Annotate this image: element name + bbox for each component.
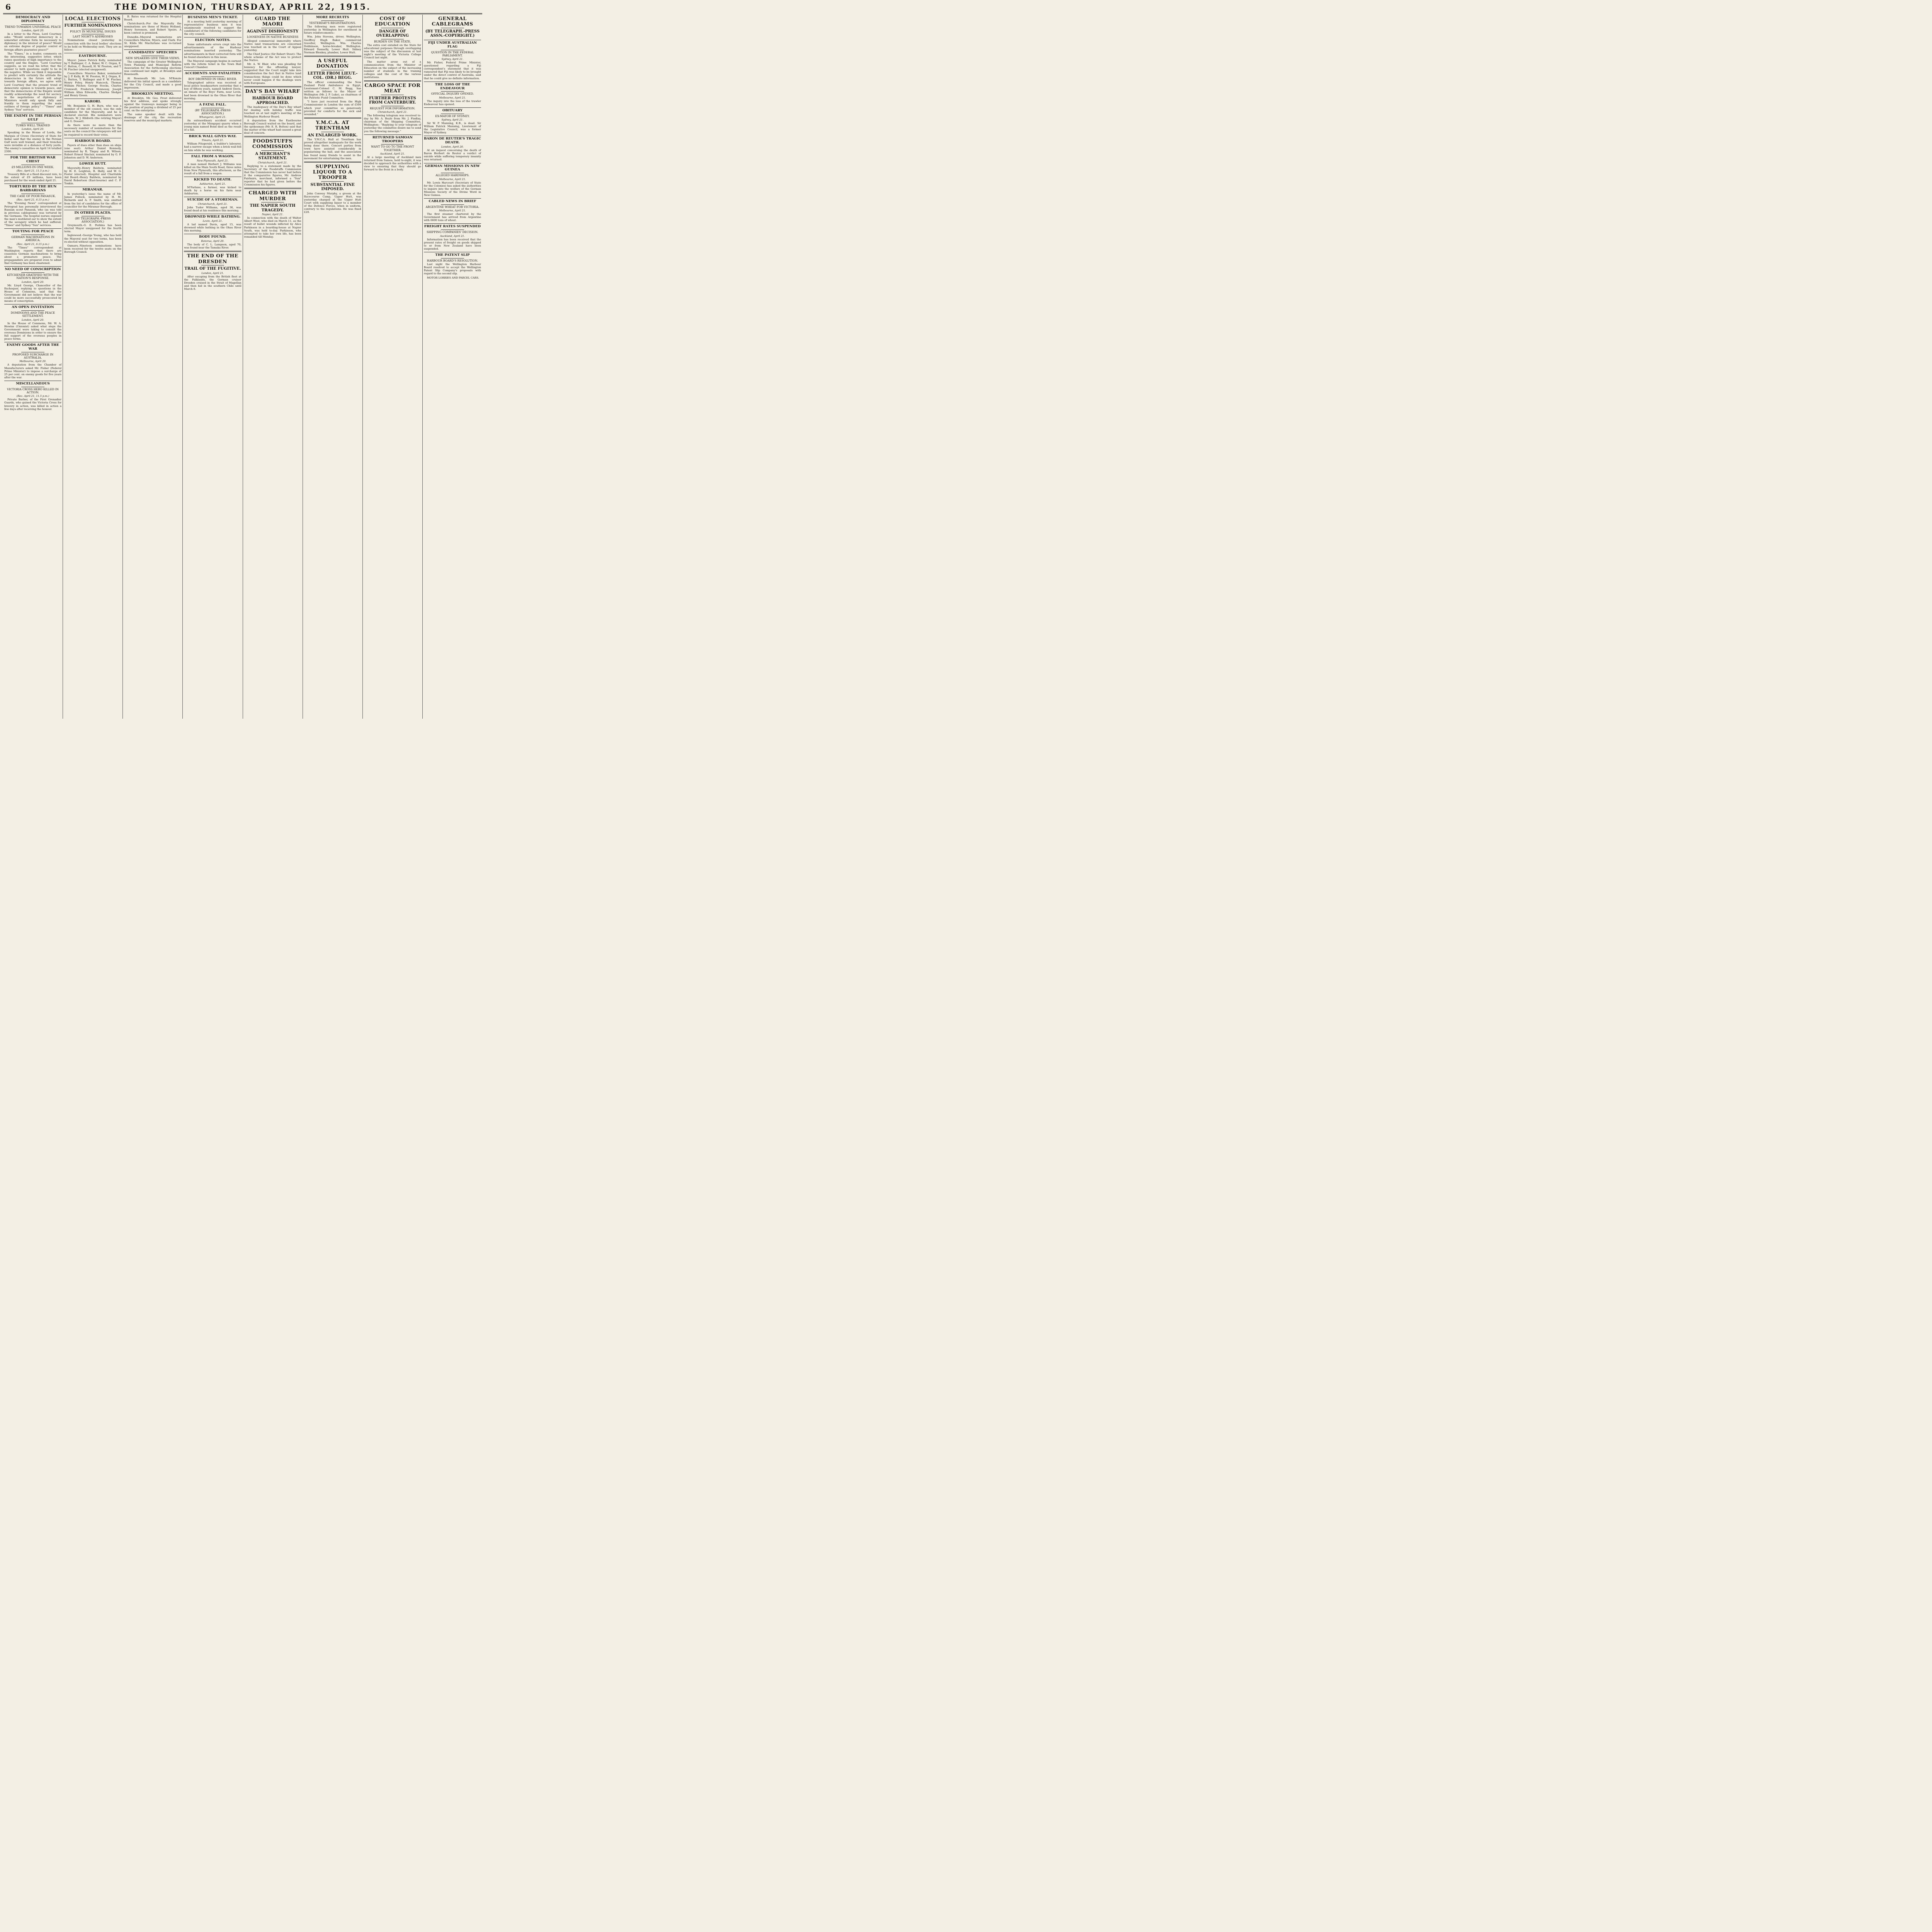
article-paragraph: A man named Herbert J. Williams was killed on the Main South Road, three miles from New Plymouth, this afternoon, as the result of a fall from a wagon. (184, 162, 242, 175)
article (424, 223, 481, 250)
article-paragraph: John Tudor Williams, aged 36, was found dead at his residence this morning. (184, 206, 242, 213)
article-subheading: FURTHER NOMINATIONS (64, 24, 121, 28)
article-subheading: EX-MAYOR OF SYDNEY. (435, 114, 470, 118)
article-paragraph: The body of C. L. Lampson, aged 70, was found near the Tamaka River. (184, 243, 242, 250)
article-subheading: £9 MILLIONS IN ONE WEEK. (12, 165, 54, 169)
article (124, 49, 181, 89)
dateline: Auckland, April 21. (440, 234, 465, 238)
article-paragraph: Information has been received that the present rates of freight on goods shipped to or from New Zealand have been suspended. (423, 238, 481, 250)
article-paragraph: The first steamer chartered by the Government has arrived from Argentine with 6600 tons of wheat. (423, 213, 481, 222)
divider (304, 56, 361, 57)
dateline: London, April 20. (441, 145, 464, 149)
article (4, 228, 61, 265)
article-paragraph: An extraordinary accident occurred yesterday at the Mangapai quarry when a young man named Bond died as the result of a fall. (184, 119, 242, 132)
dateline: (Rec. April 21, 6.15 p.m.) (16, 198, 49, 202)
article-headline: KARORI. (84, 99, 101, 104)
article-paragraph: M'Farlane, a farmer, was kicked to death by a horse on his farm near Ashburton. (184, 185, 242, 195)
subhead-rule (441, 91, 464, 92)
divider (184, 133, 241, 134)
subhead-rule (261, 150, 284, 151)
article (4, 113, 61, 153)
dateline: (Rec. April 21, 11.5 p.m.) (16, 169, 49, 173)
article-paragraph: The same speaker dealt with the drainage of the city, the recreation reserves and the municipal markets. (124, 113, 182, 122)
article (184, 16, 241, 36)
subhead-rule (21, 24, 44, 25)
article-paragraph: William Fitzgerald, a builder's labourer, had a narrow escape when a brick wall fell on him while he was working. (184, 142, 242, 152)
article-subheading: (BY TELEGRAPH.-PRESS ASSOCIATION.) (75, 216, 111, 223)
article (184, 214, 241, 232)
article-paragraph: John Conway Murphy, a groom at the Racecourse Camp, Upper Hutt, was yesterday charged at the Upper Hutt Court with supplying liquor to a member of the Defence Forces, when in uniform, contrary to the regulations. He was fined £20. (304, 192, 361, 214)
article-paragraph: Mr. Benjamin G. H. Burn, who was a member of the old council, was the only candidate for the Mayoralty, and he is declared elected. His nominators were Messrs. W. J. Hildreth (the retiring Mayor) and G. Dossett. (64, 104, 122, 123)
article-paragraph: Last night the Wellington Harbour Board resolved to accept the Wellington Patent Slip Company's proposals with regard to the second slip. (423, 263, 481, 276)
article-paragraph: The Mayoral campaign begins in earnest with the reform ticket in the Town Hall Concert Chamber. (184, 59, 242, 69)
dateline: Auckland, April 21. (380, 152, 405, 155)
column-1 (3, 15, 63, 719)
article-headline: A FATAL FALL. (199, 102, 226, 107)
article-subheading: OFFICIAL INQUIRY OPENED. (431, 92, 474, 96)
article-subheading: THE CASE OF POOR PANASUK. (10, 194, 56, 198)
article-headline: THE END OF THE DRESDEN (187, 253, 238, 264)
article-subheading: ARGENTINE WHEAT FOR VICTORIA. (425, 205, 480, 209)
divider (124, 49, 181, 50)
article-paragraph: B. Bates was returned for the Hospital Board. (124, 15, 182, 22)
article (64, 53, 121, 97)
article (424, 252, 481, 279)
article (4, 184, 61, 227)
article-subheading: LOOSENESS IN NATIVE BUSINESS (247, 35, 299, 39)
article-paragraph: Mr. Lewis Harcourt (Secretary of State for the Colonies) has asked the authorities to inquire into the welfare of the German Missions Society of the Divine Word in New Guinea. (423, 181, 481, 197)
article-paragraph: The campaign of the Greater Wellington Town Planning and Municipal Reform Association for the forthcoming elections was continued last night, at Brooklyn and Roseneath. (124, 60, 182, 76)
article (64, 210, 121, 253)
column-2 (63, 15, 123, 719)
divider (4, 266, 61, 267)
article-paragraph: Telegraphed advice was received at local police headquarters yesterday that a boy of fifteen years, named Andrew Davis, an inmate of the Boys' Farm, near Levin, had been drowned in the Ohau River that morning. (184, 81, 242, 100)
article-paragraph: The Y.M.C.A. Hall at Trentham has proved altogether inadequate for the work being done there. Concert parties from town have assisted considerably in popularising the hall, and the association has found many friends to assist in the movement for entertaining the men. (304, 138, 361, 160)
article-subheading: HARBOUR BOARD'S RESOLUTION. (427, 259, 478, 262)
article-headline: HARBOUR BOARD. (75, 139, 111, 143)
column-3 (123, 15, 183, 719)
article-headline: DROWNED WHILE BATHING. (185, 215, 241, 219)
subhead-rule (261, 34, 284, 35)
article-headline: FREIGHT RATES SUSPENDED (424, 224, 481, 229)
article-paragraph: Sir W. P. Manning, K.B., is dead. Sir William Patrick Manning, Lieutenant of the Legislative Council, was a former Mayor of Sydney. (423, 122, 481, 134)
dateline: Melbourne, April 20. (19, 360, 46, 363)
dateline: Christchurch, April 21. (378, 111, 408, 114)
article-headline: THE ENEMY IN THE PERSIAN GULF (4, 114, 61, 122)
article-headline: SUPPLYING LIQUOR TO A TROOPER (313, 163, 352, 180)
article-headline: ENEMY GOODS AFTER THE WAR (7, 343, 59, 351)
article-subheading: VICTORIA CROSS HERO KILLED IN ACTION. (7, 387, 59, 395)
dateline: London, April 20. (21, 128, 44, 131)
article (244, 136, 301, 186)
article-subheading: TRAIL OF THE FUGITIVE. (184, 267, 241, 271)
article (184, 234, 241, 249)
article (304, 117, 361, 160)
article-paragraph: The inadequacy of the Day's Bay wharf for dealing with holiday traffic was touched on at last night's meeting of the Wellington Harbour Board. (244, 105, 301, 118)
article-paragraph: Replying to a statement made by the Secretary of the Foodstuffs Commission that the Commission has never had before it the comparative figures, Mr. Andrew Fairbairn, merchant, informed a "Sun" reporter that he had given before the Commission his figures. (244, 164, 301, 187)
column-7 (363, 15, 423, 719)
article-headline: Y.M.C.A. AT TRENTHAM (315, 119, 350, 131)
article (124, 91, 181, 122)
article (364, 134, 421, 172)
dateline: London, April 20. (21, 29, 44, 32)
dateline: Napier, April 21. (262, 213, 284, 216)
article-paragraph: Greymouth.-G. E. Perkins has been elected Mayor unopposed for the fourth term. (64, 224, 122, 233)
dateline: Christchurch, April 21. (258, 161, 288, 164)
article-paragraph: At a large meeting of Auckland men returned from Samoa, held to-night, it was decided to approach the authorities with a view to ensuring that they should go forward to the front in a body. (364, 155, 421, 172)
article (184, 177, 241, 195)
article-headline: THE PATENT SLIP (435, 253, 470, 257)
article (64, 138, 121, 159)
divider (244, 188, 301, 189)
article-subheading: ALLEGED HARDSHIPS. (435, 173, 469, 177)
column-8 (423, 15, 482, 719)
article-subheading: SHIPPING COMPANIES' DECISION. (427, 230, 478, 234)
article-paragraph: Some unfortunate errors crept into the advertisements of the Harbour nominations inserted yesterday. The advertisements in their corrected form will be found elsewhere in this issue. (184, 43, 242, 59)
column-6 (303, 15, 363, 719)
article-headline: OBITUARY (442, 108, 463, 112)
dateline: Timaru, April 21. (201, 139, 224, 142)
article-paragraph: The "Times" correspondent at Washington reports that there are ceaseless German machinations to bring about a premature peace. The propagandists are prepared even to admit that Germany has been chastened. (4, 246, 62, 265)
article-headline: CANDIDATES' SPEECHES (128, 50, 177, 54)
dateline: (Rec. April 21, 11.5 p.m.) (16, 395, 49, 398)
article (184, 37, 241, 69)
article-subheading: KITCHENER GRATIFIED WITH THE NATION'S RESPONSE. (7, 273, 59, 280)
divider (364, 80, 421, 82)
article-paragraph: Mayoralty.-Henry Baldwin, nominated by H. E. Leighton, R. Hally, and W. G. Foster (elected). Hospital and Charitable Aid Board.-Henry Baldwin, nominated by David Robertson (East-bourne) and C. F. Tonkin. (64, 166, 122, 185)
article-subheading: LAST NIGHT'S ADDRESSES (73, 35, 113, 39)
article-headline: CABLED NEWS IN BRIEF (429, 199, 476, 203)
dateline: Christchurch, April 21. (197, 202, 228, 206)
article-subheading: (BY TELEGRAPH.-PRESS ASSOCIATION.) (195, 108, 231, 115)
article-paragraph: A deputation from the Chamber of Manufacturers asked Mr. Fisher (Federal Prime Minister) to impose a surcharge of 25 per cent. on enemy goods for five years after the war. (4, 363, 62, 379)
article-headline: THE LOSS OF THE ENDEAVOUR (435, 82, 470, 90)
article (424, 136, 481, 161)
article-paragraph: Oamaru.-Nineteen nominations have been received for the twelve seats on the Borough Council. (64, 244, 122, 253)
article (424, 82, 481, 106)
article-headline: RETURNED SAMOAN TROOPERS (372, 135, 413, 143)
divider (244, 136, 301, 137)
article-paragraph: The inquiry into the loss of the trawler Endeavour has opened. (423, 99, 481, 106)
article (64, 187, 121, 208)
article-paragraph: A deputation from the Eastbourne Borough Council waited on the board, and the spokesman (Mr. E. R. Bolton) said that the matter of the wharf had caused a great deal of concern. (244, 119, 301, 134)
article-subheading: NEW SPEAKERS GIVE THEIR VIEWS. (126, 56, 180, 60)
article-headline: BUSINESS MEN'S TICKET. (187, 15, 238, 19)
article-subheading: HARBOUR BOARD APPROACHED. (252, 96, 293, 105)
article-paragraph: The extra cost entailed on the State for educational purposes through overlapping was the subject of the discussion at last night's meeting of the Victoria College Council last night. (364, 44, 421, 60)
article-headline: MIRAMAR. (82, 188, 104, 192)
article-headline: GENERAL CABLEGRAMS (432, 15, 473, 27)
article (4, 381, 61, 411)
article-paragraph: Wm. John Stevens, driver, Wellington. Geoffrey Hugh Baker, commercial traveller, Wellington. Wm. Charles Dobbinson, horse-breaker, Wellington. Edward Donnelly, Lower Hutt. Sidney Norman Blenkey, plumber, Lower Hutt. (304, 35, 361, 54)
divider (304, 117, 361, 119)
column-5 (243, 15, 303, 719)
article-headline: ELECTION NOTES. (195, 38, 231, 43)
page-number: 6 (5, 2, 11, 12)
article-paragraph: In yesterday's issue the name of Mr. James Pollock, nominated by H. M. Richards and A. P. Smith, was omitted from the list of candidates for the office of councillor for the Miramar Borough. (64, 192, 122, 208)
article-paragraph: The "Evening News" correspondent at Petrograd has personally interviewed the Russian scout Panasuk, who (as was told in previous cablegrams) was tortured by the Germans. The hospital nurses exposed the man's mutilated ear to show the extent of the savagery which he had suffered. "Times" and Sydney "Sun" services. (4, 202, 62, 227)
article-paragraph: Mayor: James Patrick Kelly, nominated by T. Ballinger, C. A. Baker, W. C. Organ, E. C. Button, C. Russell, H. W. Preston, and T. W. Fischer (elected unopposed). (64, 58, 122, 71)
article (304, 56, 361, 116)
article-headline: TORTURED BY THE HUN BARBARIANS (9, 185, 57, 193)
dateline: Sydney, April 21. (441, 118, 464, 121)
article-subheading: BOY DROWNED IN OHAU RIVER. (188, 77, 237, 81)
article-paragraph: The "Times," in a leader, comments on the interesting, suggestive letter, which raises questions of high importance to the country and the Empire. "Lord Courtney suggests, as we read his letter, that the answer to both questions ought to be in the negative. While we think it impossible to predict with certainty the attitude the democracies in the future will adopt towards foreign affairs, we agree with Lord Courtney that the present trend of democratic opinion is towards peace, and that the democracies of the Empire would readily acknowledge the need for secrecy in the negotiations of diplomacy if Ministers would only speak fully and frankly to them regarding the main outlines of foreign policy." - "Times" and Sydney "Sun" services. (4, 52, 62, 112)
subhead-rule (21, 272, 44, 273)
article-headline: TOUTING FOR PEACE (12, 230, 54, 234)
divider (364, 134, 421, 135)
article-paragraph: After escaping from the British fleet at the Falklands, the German cruiser Dresden cruised in the Strait of Magellan and then hid in the southern Chile until March 8. (184, 275, 242, 291)
subhead-rule (21, 310, 44, 311)
article-paragraph: Speaking in the House of Lords, the Marquis of Crewe (Secretary of State for India) said that the enemy in the Persian Gulf were well trained, and their trenches were invisible at a distance of forty yards. The enemy's casualties on April 14 totalled 2300. (4, 131, 62, 153)
article-subheading: QUESTION IN THE FEDERAL PARLIAMENT. (431, 50, 474, 57)
article-paragraph: In connection with the death of Walter Albert West, who died on March 11, as the result of bullet wounds inflicted by Alice Parkinson in a boarding-house at Napier South, was held to-day. Parkinson, who attempted to take her own life, has been remanded till Monday. (244, 216, 301, 238)
article-subheading: FURTHER PROTESTS FROM CANTERBURY. (369, 96, 416, 105)
article-paragraph: Alleged commercial immorality where Native land transactions are concerned was touched on in the Court of Appeal yesterday. (244, 39, 301, 52)
column-4 (183, 15, 243, 719)
article (424, 107, 481, 134)
article (184, 133, 241, 152)
article-headline: BRICK WALL GIVES WAY. (189, 134, 237, 138)
article-paragraph: Mr. Fisher, Federal Prime Minister, questioned regarding a Fiji correspondent's statement that it was rumoured that Fiji was likely to be brought under the direct control of Australia, said that he could give no definite information. (423, 61, 481, 80)
article-paragraph: Nominations closed yesterday in connection with the local bodies' elections to be held on Wednesday next. They are as follow:- (64, 39, 122, 51)
article (424, 198, 481, 222)
article-paragraph: As there were no more than the necessary number of nominations for the seats on the council the ratepayers will not be required to record their votes. (64, 124, 122, 136)
article (244, 86, 301, 134)
article-paragraph: The Chief Justice (Sir Robert Stout): The whole scheme of the Act was to protect the Native. (244, 52, 301, 62)
article-headline: FOR THE BRITISH WAR CHEST (10, 156, 56, 163)
dateline: London, April 21. (201, 271, 224, 275)
divider (304, 162, 361, 163)
divider (184, 153, 241, 154)
article-paragraph: Mr. A. W. Blair, who was pleading for leniency for the offending lawyer, suggested that the Court might take into consideration the fact that in Native land transactions things could be done which never could happen if the dealings were with Europeans. (244, 63, 301, 85)
subhead-rule (441, 258, 464, 259)
divider (4, 228, 61, 229)
divider (244, 86, 301, 87)
article-headline: KICKED TO DEATH. (194, 177, 232, 182)
article-headline: NO NEED OF CONSCRIPTION (5, 267, 61, 272)
article-paragraph: The matter arose out of a communication from the Minister of Education on the subject of the increasing number of students in the training colleges and the cost of the various institutions. (364, 60, 421, 79)
article-headline: CHARGED WITH MURDER (248, 190, 297, 201)
article (184, 251, 241, 291)
article-headline: LOWER HUTT. (79, 162, 107, 166)
subhead-rule (381, 144, 404, 145)
article-subheading: WANT TO GO TO THE FRONT TOGETHER. (371, 145, 414, 152)
article-paragraph: The following men were registered yesterday in Wellington for enrolment in future reinforcements:- (304, 25, 361, 35)
article-subheading: SUBSTANTIAL FINE IMPOSED. (310, 182, 355, 192)
article-headline: SUICIDE OF A STOREMAN. (187, 198, 238, 202)
divider (184, 251, 241, 252)
article (4, 342, 61, 379)
article-subheading: DOMINIONS AND THE PEACE SETTLEMENT. (10, 311, 55, 318)
dateline: (Rec. April 21, 6.15 p.m.) (16, 242, 49, 246)
article-headline: CARGO SPACE FOR MEAT (364, 82, 421, 94)
dateline: Melbourne, April 21. (439, 177, 466, 181)
article-subheading: AGAINST DISHONESTY (247, 29, 299, 34)
article-headline: FIJI UNDER AUSTRALIAN FLAG (428, 41, 477, 49)
article-headline: GUARD THE MAORI (255, 15, 291, 27)
article (184, 153, 241, 175)
article (64, 99, 121, 136)
article-subheading: YESTERDAY'S REGISTRATIONS. (309, 21, 356, 25)
article-headline: A USEFUL DONATION (316, 58, 349, 69)
article-subheading: TURKS WELL TRAINED (15, 124, 50, 128)
article-paragraph: At Brooklyn, Mr. Geo. Frost delivered his first address, and spoke strongly against the tramways manager being in the position of paying a dividend of 25 per cent. on the enterprise. (124, 96, 182, 112)
article-subheading: DANGER OF OVERLAPPING (376, 29, 409, 38)
article (304, 16, 361, 54)
article-headline: BROOKLYN MEETING. (131, 92, 174, 96)
dateline: London, April 20. (21, 280, 44, 284)
article (364, 80, 421, 133)
article-subheading: GERMAN MACHINATIONS IN AMERICA. (11, 235, 55, 242)
article (364, 16, 421, 79)
article-headline: MISCELLANEOUS (16, 381, 50, 386)
article-paragraph: MOTOR LORRIES AND PARCEL CARS. (427, 276, 479, 279)
divider (424, 107, 481, 108)
article-paragraph: At a meeting held yesterday morning of representative business men it was unanimously resolved to support the candidature of the following candidates for the city council. (184, 20, 242, 36)
divider (184, 70, 241, 71)
article (424, 16, 481, 38)
article-paragraph: At Roseneath Mr. Len. M'Kenzie delivered his initial speech as a candidate for the City Council, and made a good impression. (124, 77, 182, 89)
article (184, 102, 241, 132)
article-paragraph: A lad named Davis, aged 15, was drowned while bathing in the Ohau River this morning. (184, 223, 242, 233)
article-headline: MORE RECRUITS (316, 15, 349, 19)
divider (424, 223, 481, 224)
article-headline: AN OPEN INVITATION (12, 305, 54, 310)
article-paragraph: Councillors: Maurice Baker, nominated by J. P. Kelly, H. W. Preston, W. J. Organ, E. L. Button, T. Ballinger and F. W. Fischer, Henry Foley, Henry Hancock, Thomas William Pilcher, George Stocks, Charles Cromwell, Frederick Hennessy, Joseph William Allan Edwards, Charles Sledger and Henry Green. (64, 72, 122, 97)
article (4, 304, 61, 340)
dateline: Rotorua, April 20. (201, 240, 224, 243)
dateline: Sydney, April 21. (441, 58, 464, 61)
newspaper-page (0, 0, 485, 721)
article (424, 163, 481, 197)
article-paragraph: In the House of Commons, Mr. W. A. Hewins (Unionist) asked what steps the Government were taking to consult the overseas Dominions in order to ensure the full support of the overseas peoples in peace terms. (4, 321, 62, 341)
dateline: Whangarei, April 21. (199, 116, 226, 119)
article (64, 16, 121, 51)
dateline: Melbourne, April 21. (439, 96, 466, 99)
article-headline: BODY FOUND. (199, 235, 226, 239)
newspaper-title: THE DOMINION, THURSDAY, APRIL 22, 1915. (114, 2, 371, 12)
subhead-rule (321, 181, 344, 182)
article-headline: FALL FROM A WAGON. (191, 154, 234, 158)
dateline: Melbourne, April 21. (439, 209, 466, 213)
article (184, 197, 241, 212)
article-subheading: POLICY IN MUNICIPAL ISSUES (70, 29, 116, 33)
article-subheading: LETTER FROM LIEUT.-COL. (DR.) BEGG. (308, 71, 358, 80)
article-paragraph: Private Barber, of the First Grenadier Guards, who gained the Victoria Cross for bravery in action, was killed in action a few days after receiving the honour. (4, 398, 62, 411)
article-subheading: (BY TELEGRAPH.-PRESS ASSN.-COPYRIGHT.) (425, 29, 480, 38)
article (4, 155, 61, 182)
article-headline: EASTBOURNE. (78, 54, 107, 58)
article-headline: DEMOCRACY AND DIPLOMACY (15, 15, 50, 23)
subhead-rule (321, 20, 344, 21)
article (304, 162, 361, 214)
article-paragraph: The following telegram was received to-day by Mr. A. Boyle from Mr. J. Findlay, chairman of the Shipping Committee, Wellington:- "Replying to your telegram of yesterday the committee desire me to send you the following message." (364, 114, 421, 133)
article-paragraph: Inglewood.-George Young, who has held the Mayoral seat for two terms, has been re-elected without opposition. (64, 234, 122, 243)
dateline: New Plymouth, April 21. (197, 159, 229, 162)
article (244, 188, 301, 238)
subhead-rule (441, 204, 464, 205)
masthead (3, 0, 482, 14)
article-paragraph: Dunedin.-Mayoral nominations are Councillors Marlow, Myers, and Clark. For St. Kilda Mr. Macfarlane was re-turned unopposed. (124, 35, 182, 48)
article (64, 161, 121, 185)
article-headline: GERMAN MISSIONS IN NEW GUINEA (425, 164, 480, 172)
article-headline: LOCAL ELECTIONS (65, 15, 121, 21)
columns-container (3, 15, 482, 719)
article-headline: ACCIDENTS AND FATALITIES (185, 71, 241, 75)
article (244, 16, 301, 85)
divider (424, 198, 481, 199)
article-paragraph: In a letter to the Press, Lord Courtney asks: "Would universal democracy in a somewhat extreme form be necessary to diplomacy in the interest of peace? Would an extreme degree of popular control of foreign affairs guarantee peace?" (4, 32, 62, 51)
article (184, 70, 241, 100)
article-headline: FOODSTUFFS COMMISSION (252, 138, 293, 150)
article (4, 266, 61, 303)
article-paragraph: Christchurch.-For the Mayoralty the nominations are those of Henry Holland, Henry Sorenson, and Robert Speirs. A keen contest is promised. (124, 22, 182, 35)
article-headline: IN OTHER PLACES. (74, 211, 111, 215)
article-headline: COST OF EDUCATION (374, 15, 410, 27)
article-headline: DAY'S BAY WHARF (245, 88, 300, 94)
article-subheading: A MERCHANT'S STATEMENT. (255, 151, 290, 161)
article-headline: BARON DE REUTER'S TRAGIC DEATH. (423, 137, 481, 145)
article (124, 15, 181, 48)
article-subheading: TREND TOWARDS UNIVERSAL PEACE (5, 25, 61, 29)
article-subheading: BURDEN ON THE STATE. (374, 39, 411, 43)
article-paragraph: The officer commanding the New Zealand Field Ambulance in Egypt, Lieutenant-Colonel C. M. Begg, has written as follows to the Mayor of Wellington (Mr. J. P. Luke), as chairman of the Patriotic Fund Committee. (304, 80, 361, 100)
article (424, 40, 481, 80)
article (4, 16, 61, 111)
article-subheading: AN ENLARGED WORK. (308, 133, 358, 138)
article-subheading: THE NAPIER SOUTH TRAGEDY. (250, 204, 296, 213)
article-paragraph: Mr. Lloyd George, Chancellor of the Exchequer, replying to questions in the House of Commons, said that the Government did not believe that the war could be more successfully prosecuted by means of conscription. (4, 284, 62, 303)
article-paragraph: At an inquest concerning the death of Baron Herbert de Reuter a verdict of suicide while suffering temporary insanity was returned. (423, 149, 481, 162)
article-paragraph: Payers of dues other than dues on ships (one seat): Arthur Daniel Kennedy, nominated by R. Tingey and R. Wilson; Robert Ernest Sinclair, nominated by G. F. Johnston and D. W. Anderson. (64, 143, 122, 159)
dateline: Levin, April 21. (202, 219, 223, 223)
dateline: London, April 20. (21, 318, 44, 321)
dateline: Ashburton, April 21. (199, 182, 226, 185)
article-paragraph: Treasury Bills at a fixed discount rate, to the extent of £9 millions, have been purchased for the week ended April 21. (4, 173, 62, 182)
article-subheading: PROPOSED SURCHARGE IN AUSTRALIA. (12, 352, 54, 360)
article-subheading: REQUEST FOR INFORMATION. (369, 106, 415, 110)
article-paragraph: "I have just received from the High Commissioner in London the sum of £500 which your committee so generously provided for comforts for the sick and wounded." (304, 100, 361, 116)
